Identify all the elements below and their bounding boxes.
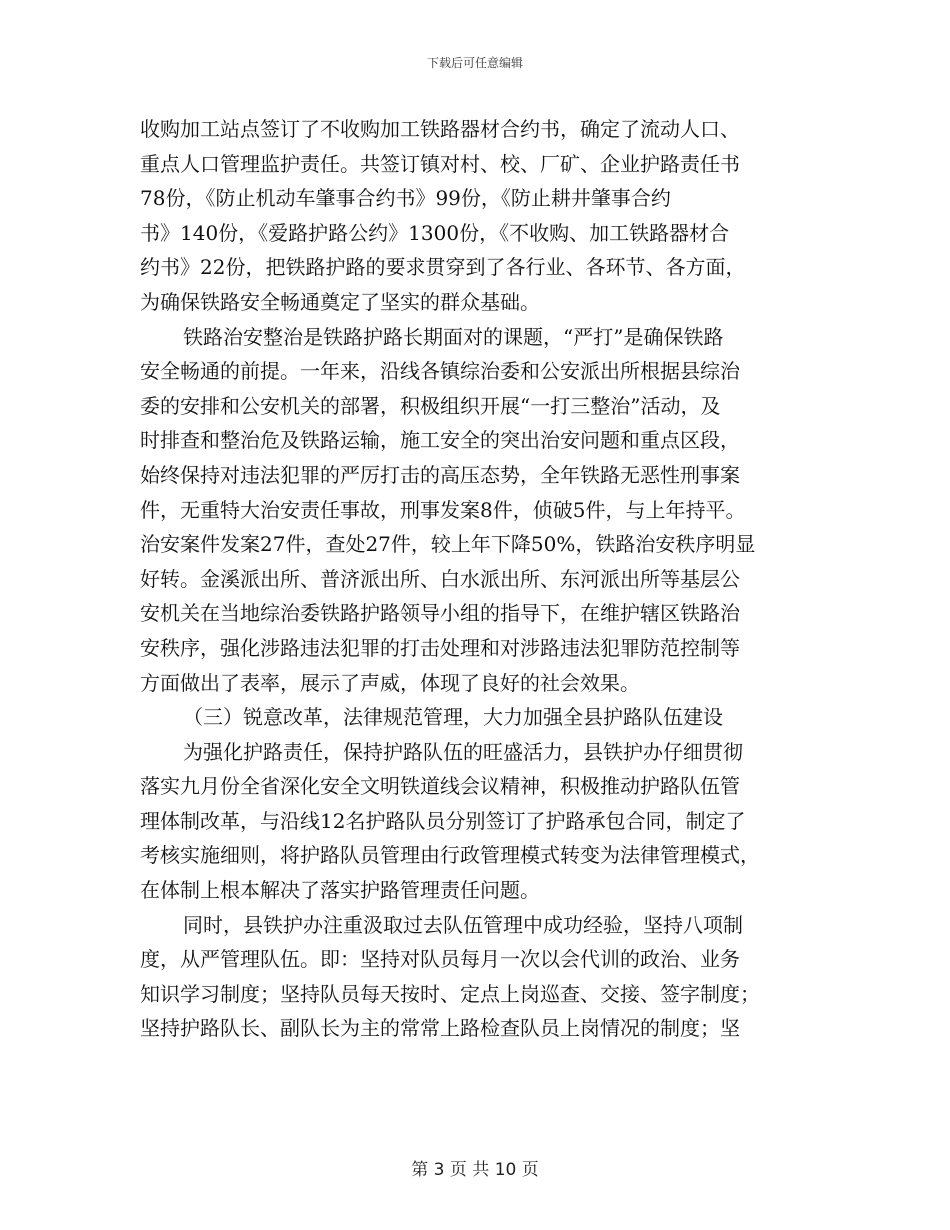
text-line: 为确保铁路安全畅通奠定了坚实的群众基础。: [140, 289, 540, 314]
text-line: 坚持护路队长、副队长为主的常常上路检查队员上岗情况的制度；坚: [140, 1016, 740, 1041]
text-line: 知识学习制度；坚持队员每天按时、定点上岗巡查、交接、签字制度；: [140, 981, 760, 1006]
section-heading: （三）锐意改革，法律规范管理，大力加强全县护路队伍建设: [183, 705, 723, 730]
text-line: 约书》22份，把铁路护路的要求贯穿到了各行业、各环节、各方面，: [140, 255, 746, 280]
paragraph-start-line: 同时，县铁护办注重汲取过去队伍管理中成功经验，坚持八项制: [183, 912, 743, 937]
text-line: 安机关在当地综治委铁路护路领导小组的指导下，在维护辖区铁路治: [140, 601, 740, 626]
paragraph-start-line: 为强化护路责任，保持护路队伍的旺盛活力，县铁护办仔细贯彻: [183, 739, 743, 764]
page-number: 第 3 页 共 10 页: [411, 1160, 539, 1180]
text-line: 时排查和整治危及铁路运输，施工安全的突出治安问题和重点区段，: [140, 428, 740, 453]
text-line: 度，从严管理队伍。即：坚持对队员每月一次以会代训的政治、业务: [140, 947, 740, 972]
text-line: 安秩序，强化涉路违法犯罪的打击处理和对涉路违法犯罪防范控制等: [140, 635, 740, 660]
text-line: 考核实施细则，将护路队员管理由行政管理模式转变为法律管理模式，: [140, 843, 760, 868]
text-line: 在体制上根本解决了落实护路管理责任问题。: [140, 878, 540, 903]
text-line: 理体制改革，与沿线12名护路队员分别签订了护路承包合同，制定了: [140, 808, 746, 833]
text-line: 收购加工站点签订了不收购加工铁路器材合约书，确定了流动人口、: [140, 117, 740, 141]
text-line: 始终保持对违法犯罪的严厉打击的高压态势，全年铁路无恶性刑事案: [140, 462, 740, 487]
text-line: 重点人口管理监护责任。共签订镇对村、校、厂矿、企业护路责任书: [140, 151, 740, 176]
text-line: 件，无重特大治安责任事故，刑事发案8件，侦破5件，与上年持平。: [140, 497, 746, 522]
text-line: 安全畅通的前提。一年来，沿线各镇综治委和公安派出所根据县综治: [140, 359, 740, 384]
page-header-note: 下载后可任意编辑: [426, 56, 523, 70]
text-line: 治安案件发案27件，查处27件，较上年下降50%，铁路治安秩序明显: [140, 532, 756, 557]
text-line: 好转。金溪派出所、普济派出所、白水派出所、东河派出所等基层公: [140, 566, 740, 591]
text-line: 委的安排和公安机关的部署，积极组织开展“一打三整治”活动，及: [140, 393, 721, 418]
text-line: 方面做出了表率，展示了声威，体现了良好的社会效果。: [140, 670, 640, 695]
document-body: [140, 112, 820, 1046]
paragraph-start-line: 铁路治安整治是铁路护路长期面对的课题，“严打”是确保铁路: [183, 324, 724, 349]
text-line: 78份，《防止机动车肇事合约书》99份，《防止耕井肇事合约: [140, 186, 671, 211]
text-line: 落实九月份全省深化安全文明铁道线会议精神，积极推动护路队伍管: [140, 774, 740, 799]
text-line: 书》140份，《爱路护路公约》1300份，《不收购、加工铁路器材合: [140, 220, 730, 245]
